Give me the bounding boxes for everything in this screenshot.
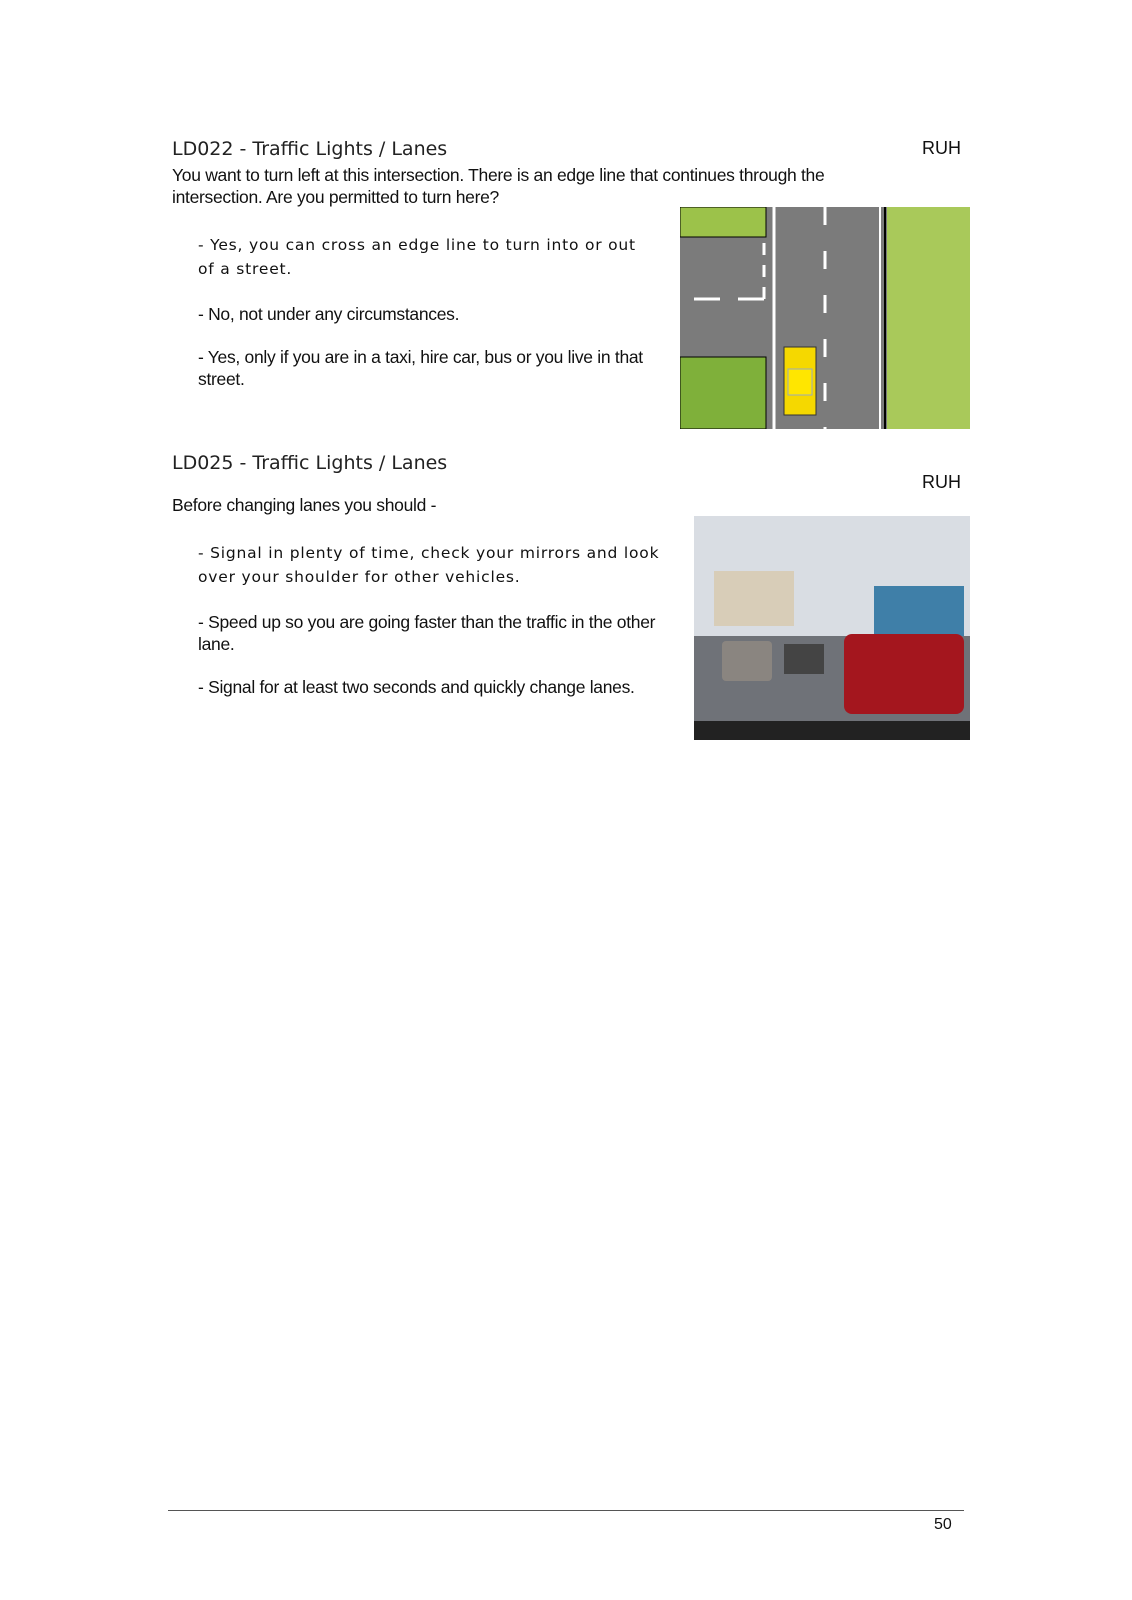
- answer-option: - Signal for at least two seconds and quickly change lanes.: [198, 677, 635, 697]
- question-code: RUH: [922, 472, 961, 492]
- answer-option: - No, not under any circumstances.: [198, 304, 460, 324]
- question-title: LD025 - Traffic Lights / Lanes: [172, 452, 448, 474]
- traffic-photo-image: [694, 516, 970, 740]
- answer-option: - Yes, you can cross an edge line to turn into or out of a street.: [198, 236, 636, 278]
- footer-divider: [168, 1510, 964, 1511]
- answer-option: - Signal in plenty of time, check your mirrors and look over your shoulder for other vehicles.: [198, 544, 660, 586]
- page-number: 50: [934, 1516, 952, 1533]
- intersection-diagram-image: [680, 207, 970, 429]
- question-text: Before changing lanes you should -: [172, 495, 437, 515]
- question-code: RUH: [922, 138, 961, 158]
- question-title: LD022 - Traffic Lights / Lanes: [172, 138, 448, 160]
- answer-option: - Yes, only if you are in a taxi, hire car, bus or you live in that street.: [198, 347, 643, 389]
- answer-option: - Speed up so you are going faster than the traffic in the other lane.: [198, 612, 656, 654]
- question-text: You want to turn left at this intersection. There is an edge line that continues through the intersection. Are you permitted to turn here?: [172, 165, 825, 207]
